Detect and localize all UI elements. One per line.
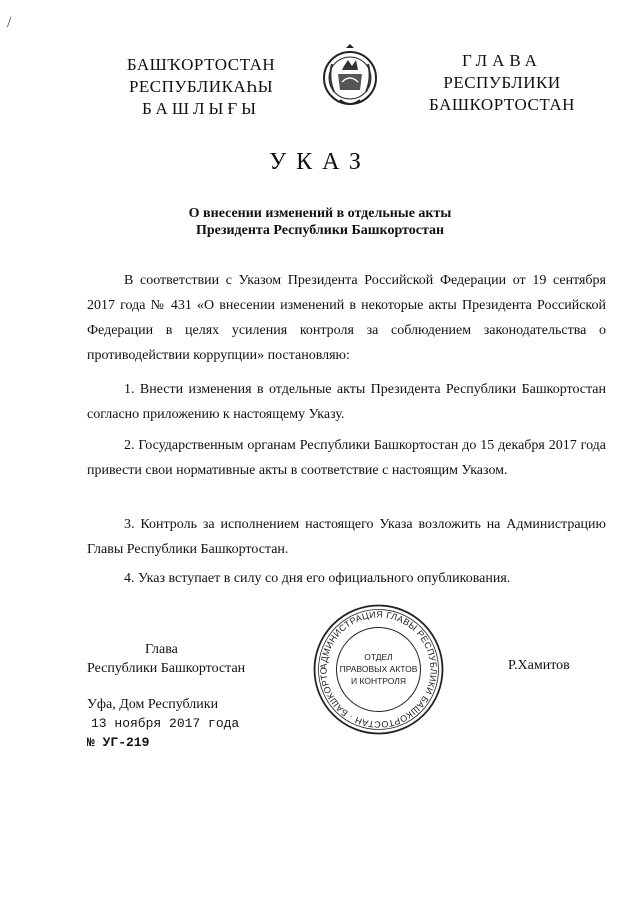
signer-title-line-1: Глава [145,642,178,657]
item-1-paragraph: 1. Внести изменения в отдельные акты Президента Республики Башкортостан согласно приложению к настоящему Указу. [87,382,606,422]
header-left-line-3: БАШЛЫҒЫ [142,99,260,118]
stamp-outer-textpath: АДМИНИСТРАЦИЯ ГЛАВЫ РЕСПУБЛИКИ БАШКОРТОСТАН · БАШКОРТО [318,609,439,730]
item-2-paragraph: 2. Государственным органам Республики Башкортостан до 15 декабря 2017 года привести свои нормативные акты в соответствие с настоящим Указом. [87,438,606,478]
header-left-line-2: РЕСПУБЛИКАҺЫ [128,77,274,96]
decree-number: № УГ-219 [87,735,150,750]
document-type-title: УКАЗ [269,149,371,175]
coat-of-arms-icon [318,44,382,116]
subject-line-1: О внесении изменений в отдельные акты [188,206,452,221]
header-right-russian [420,50,584,116]
issue-details [87,695,239,752]
stamp-center-line-3: И КОНТРОЛЯ [351,676,406,686]
header-left-bashkir [112,54,290,120]
signer-name: Р.Хамитов [508,658,570,673]
header-right-line-1: ГЛАВА [462,51,542,70]
header-right-line-2: РЕСПУБЛИКИ [443,73,561,92]
preamble-paragraph: В соответствии с Указом Президента Российской Федерации от 19 сентября 2017 года № 431 «О внесении изменений в некоторые акты Президента Российской Федерации в целях усиления контроля за соблюдением законодательства о противодействии коррупции» постановляю: [87,273,606,363]
stamp-center-line-1: ОТДЕЛ [364,652,393,662]
header-left-line-1: БАШҠОРТОСТАН [126,55,276,74]
item-3-paragraph: 3. Контроль за исполнением настоящего Указа возложить на Администрацию Главы Республики Башкортостан. [87,517,606,557]
issue-date: 13 ноября 2017 года [91,716,240,731]
header-right-line-3: БАШКОРТОСТАН [429,95,575,114]
corner-mark: / [7,14,12,31]
item-4-paragraph: 4. Указ вступает в силу со дня его официального опубликования. [124,571,511,586]
issue-place: Уфа, Дом Республики [87,697,219,712]
signer-title [87,640,245,678]
signer-title-line-2: Республики Башкортостан [87,661,246,676]
stamp-center-line-2: ПРАВОВЫХ АКТОВ [339,664,418,674]
document-subject [120,205,520,239]
subject-line-2: Президента Республики Башкортостан [195,223,445,238]
official-stamp [311,602,446,737]
